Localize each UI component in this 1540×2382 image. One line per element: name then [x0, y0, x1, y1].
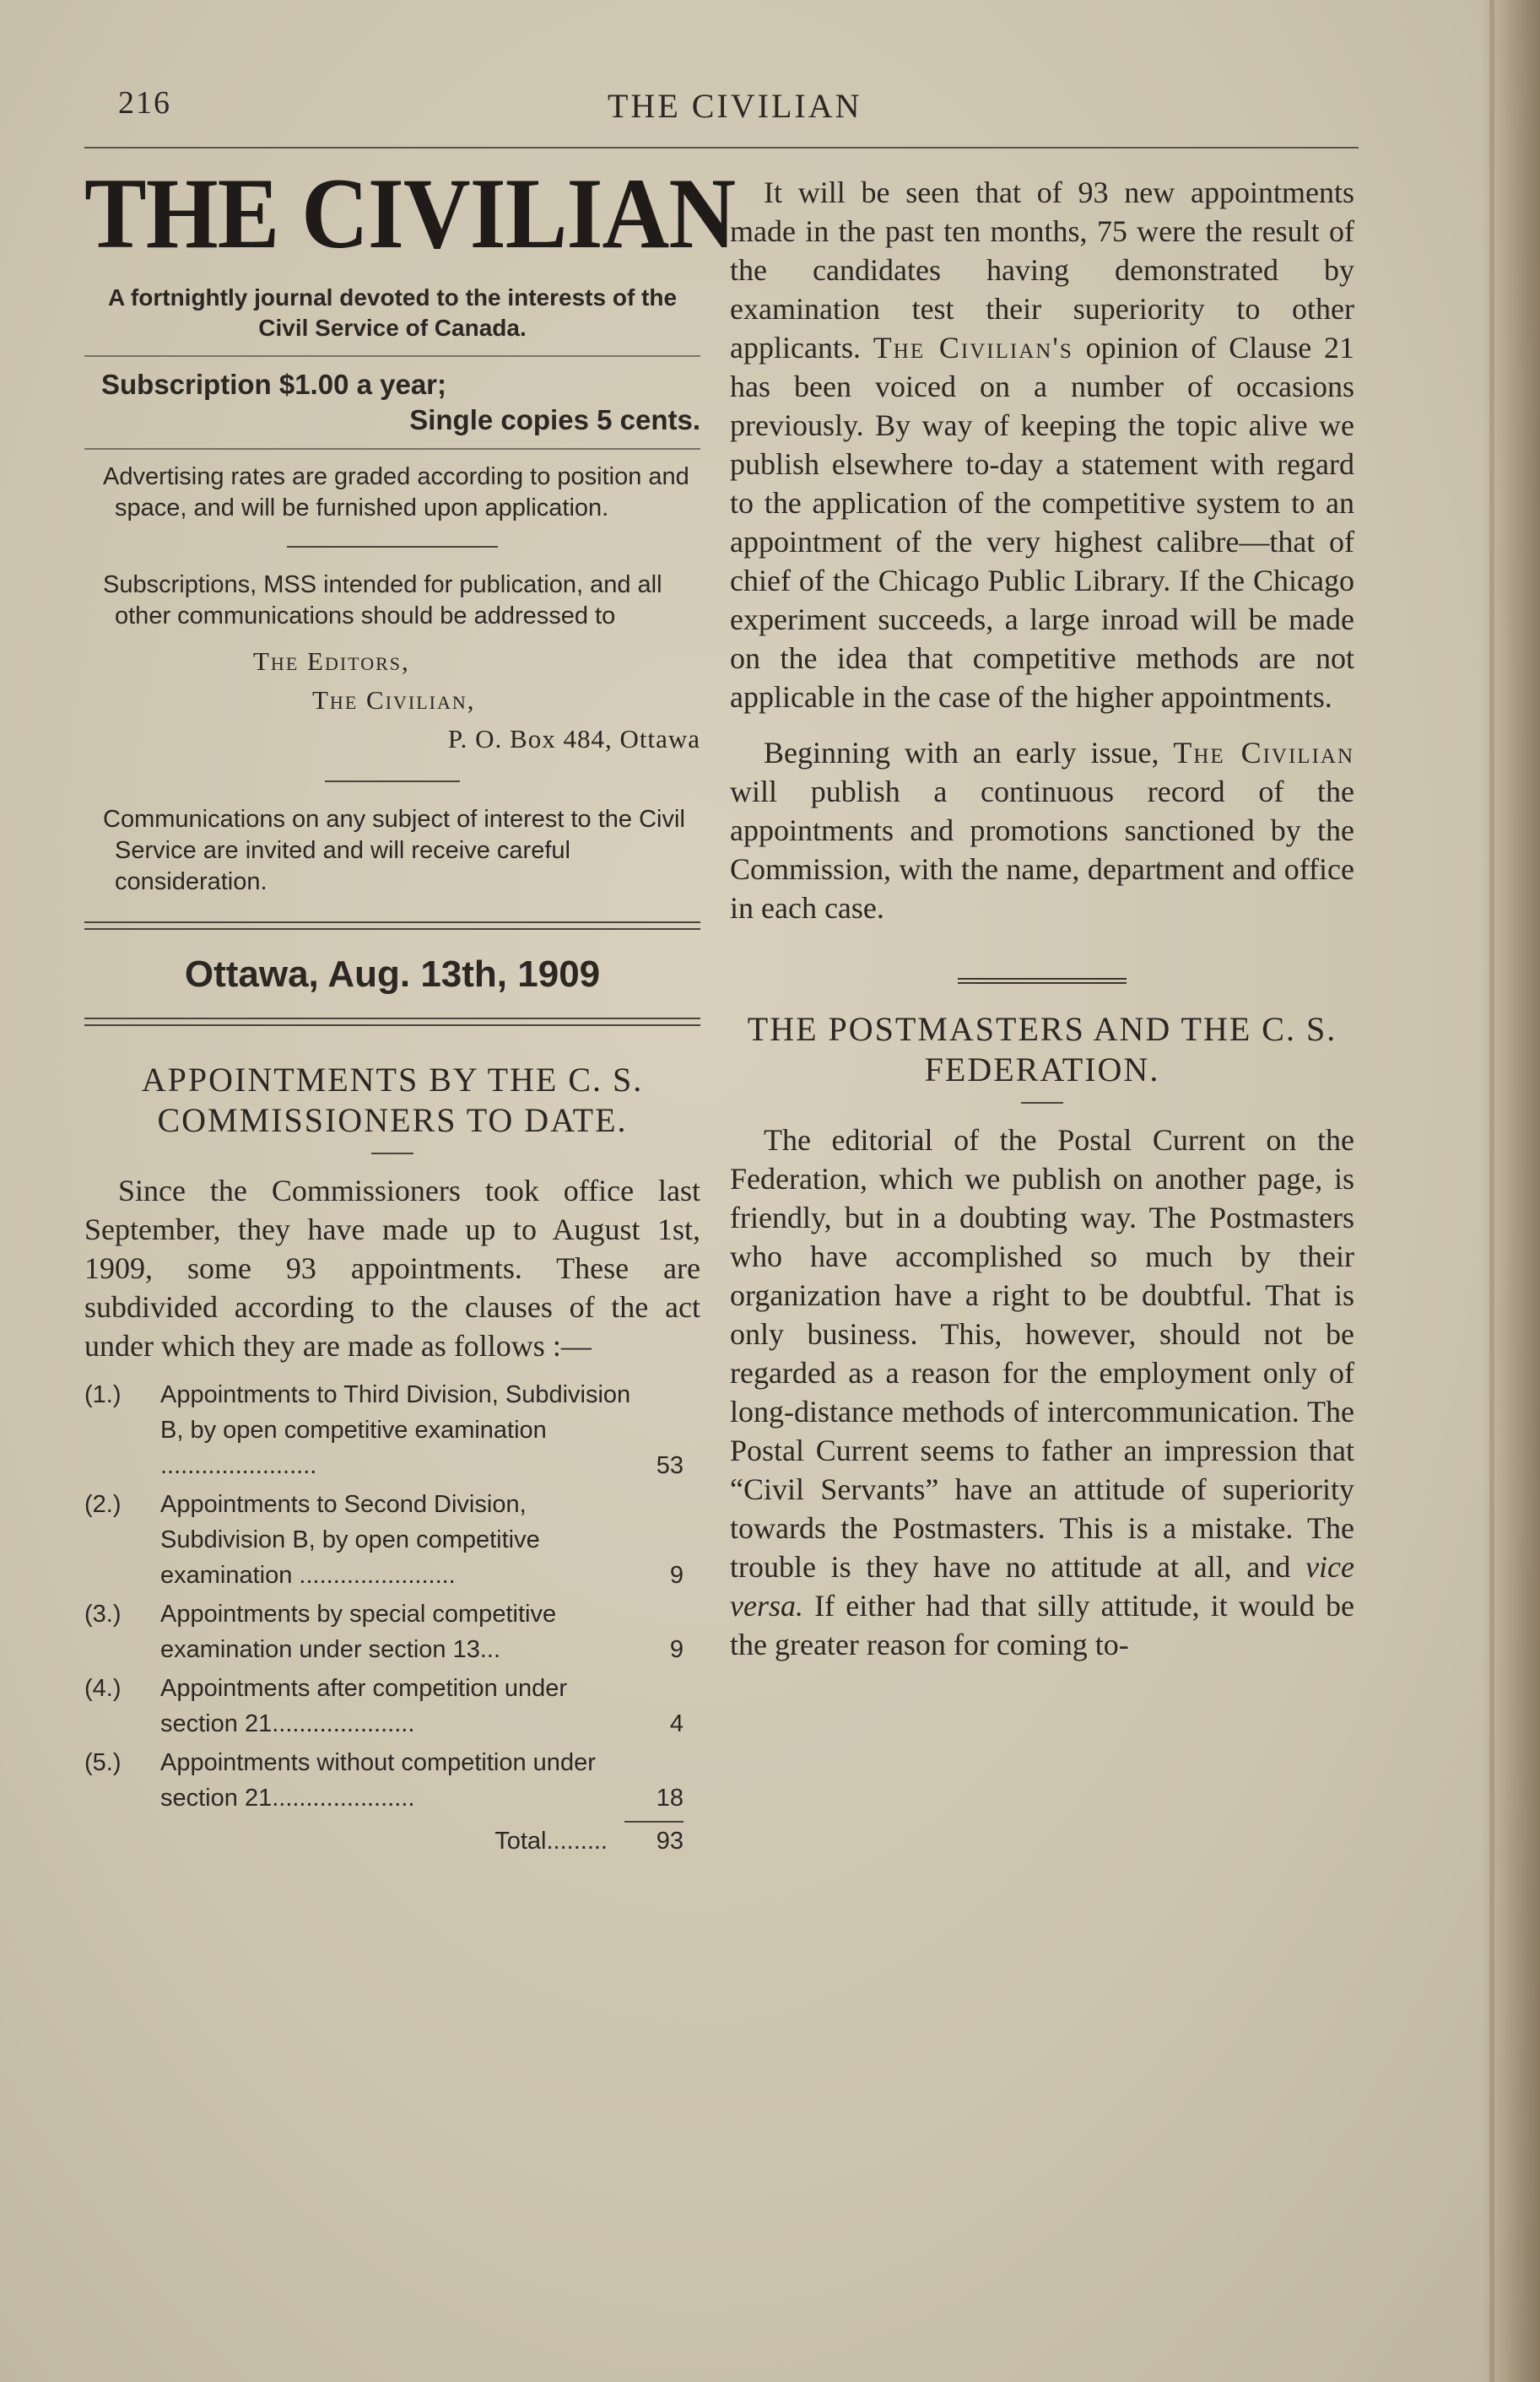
- text-run: The editorial of the Postal Current on the Federation, which we publish on another page, is friendly, but in a doubting way. The Postmasters who have accomplished so much by their organization have a right to be doubtful. That is only business. This, however, should not be regarded as a reason for the employment only of long-distance methods of intercommunication. The Postal Current seems to father an impression that “Civil Servants” have an attitude of superiority towards the Postmasters. This is a mistake. The trouble is they have no attitude at all, and: [730, 1123, 1354, 1584]
- address-line: The Editors,: [253, 646, 410, 676]
- clause-number: (4.): [84, 1675, 122, 1702]
- single-copy-price: Single copies 5 cents.: [409, 404, 700, 435]
- clause-count: 53: [656, 1452, 684, 1479]
- clause-number: (3.): [84, 1601, 122, 1628]
- list-item: [84, 1671, 700, 1742]
- clause-text: Appointments to Third Division, Subdivision B, by open competitive examination .......................: [160, 1381, 631, 1479]
- text-run: will publish a continuous record of the appointments and promotions sanctioned by the Commission, with the name, department and office in each case.: [730, 775, 1354, 925]
- appointments-list: [84, 1377, 700, 1816]
- list-item: [84, 1745, 700, 1816]
- list-item: [84, 1377, 700, 1483]
- text-run: If either had that silly attitude, it would be the greater reason for coming to-: [730, 1589, 1355, 1661]
- clause-count: 9: [669, 1562, 684, 1589]
- header-rule: [84, 147, 1359, 149]
- masthead-title: THE CIVILIAN: [84, 157, 736, 269]
- clause-text: Appointments by special competitive examination under section 13...: [160, 1601, 557, 1663]
- rule: [624, 1821, 684, 1823]
- text-run: Beginning with an early issue,: [764, 736, 1159, 770]
- article-heading: APPOINTMENTS BY THE C. S. COMMISSIONERS TO DATE.: [141, 1061, 644, 1139]
- advertising-notice: Advertising rates are graded according to position and space, and will be furnished upon application.: [103, 463, 689, 521]
- clause-count: 9: [669, 1636, 684, 1663]
- list-item: [84, 1487, 700, 1593]
- clause-text: Appointments without competition under section 21.....................: [160, 1749, 596, 1812]
- page-edge-shadow: [1481, 0, 1540, 2382]
- dateline: Ottawa, Aug. 13th, 1909: [184, 953, 601, 995]
- total-label: Total.........: [494, 1828, 608, 1855]
- clause-count: 18: [656, 1785, 684, 1812]
- address-line: P. O. Box 484, Ottawa: [447, 724, 700, 753]
- running-title: THE CIVILIAN: [608, 87, 862, 125]
- left-column: [84, 157, 736, 1858]
- article-paragraph: [730, 733, 1354, 927]
- article-paragraph: [730, 1121, 1354, 1664]
- article-paragraph: [730, 173, 1354, 716]
- clause-text: Appointments to Second Division, Subdivision B, by open competitive examination .......................: [160, 1491, 540, 1589]
- rule: [84, 921, 700, 930]
- communications-notice: Communications on any subject of interest to the Civil Service are invited and will receive careful consideration.: [103, 806, 685, 895]
- article-heading: THE POSTMASTERS AND THE C. S. FEDERATION.: [747, 1010, 1337, 1088]
- masthead-tagline: A fortnightly journal devoted to the interests of the Civil Service of Canada.: [107, 284, 678, 341]
- running-head: [118, 84, 1359, 127]
- article-paragraph: Since the Commissioners took office last September, they have made up to August 1st, 1909, some 93 appointments. These are subdivided according to the clauses of the act under which they are made as follows :—: [84, 1174, 700, 1363]
- rule: [84, 448, 700, 450]
- clause-number: (1.): [84, 1381, 122, 1408]
- right-column: [730, 173, 1354, 1664]
- submissions-notice: Subscriptions, MSS intended for publication, and all other communications should be addressed to: [103, 571, 662, 629]
- rule: [287, 546, 498, 548]
- rule: [958, 978, 1127, 984]
- rule: [1021, 1102, 1063, 1104]
- rule: [84, 355, 700, 357]
- clause-text: Appointments after competition under section 21.....................: [160, 1675, 567, 1737]
- address-line: The Civilian,: [312, 685, 476, 715]
- clause-count: 4: [669, 1710, 684, 1737]
- subscription-price: Subscription $1.00 a year;: [101, 369, 447, 400]
- text-run: vice versa.: [730, 1550, 1355, 1623]
- rule: [371, 1153, 413, 1154]
- page-number: 216: [118, 85, 171, 121]
- rule: [325, 780, 460, 782]
- clause-number: (5.): [84, 1749, 122, 1776]
- text-run: opinion of Clause 21 has been voiced on a number of occasions previously. By way of keeping the topic alive we publish elsewhere to-day a statement with regard to the application of the competitive system to an appointment of the very highest calibre—that of chief of the Chicago Public Library. If the Chicago experiment succeeds, a large inroad will be made on the idea that competitive methods are not applicable in the case of the higher appointments.: [730, 331, 1354, 714]
- text-run: The Civilian's: [873, 331, 1073, 365]
- editor-address: [84, 642, 700, 759]
- total-value: 93: [656, 1828, 684, 1855]
- text-run: It will be seen that of 93 new appointments made in the past ten months, 75 were the result of the candidates having demonstrated by examination test their superiority to other applicants.: [730, 176, 1354, 365]
- rule: [84, 1018, 700, 1026]
- clause-number: (2.): [84, 1491, 122, 1518]
- appointments-total: [84, 1821, 700, 1858]
- list-item: [84, 1596, 700, 1667]
- text-run: The Civilian: [1173, 736, 1354, 770]
